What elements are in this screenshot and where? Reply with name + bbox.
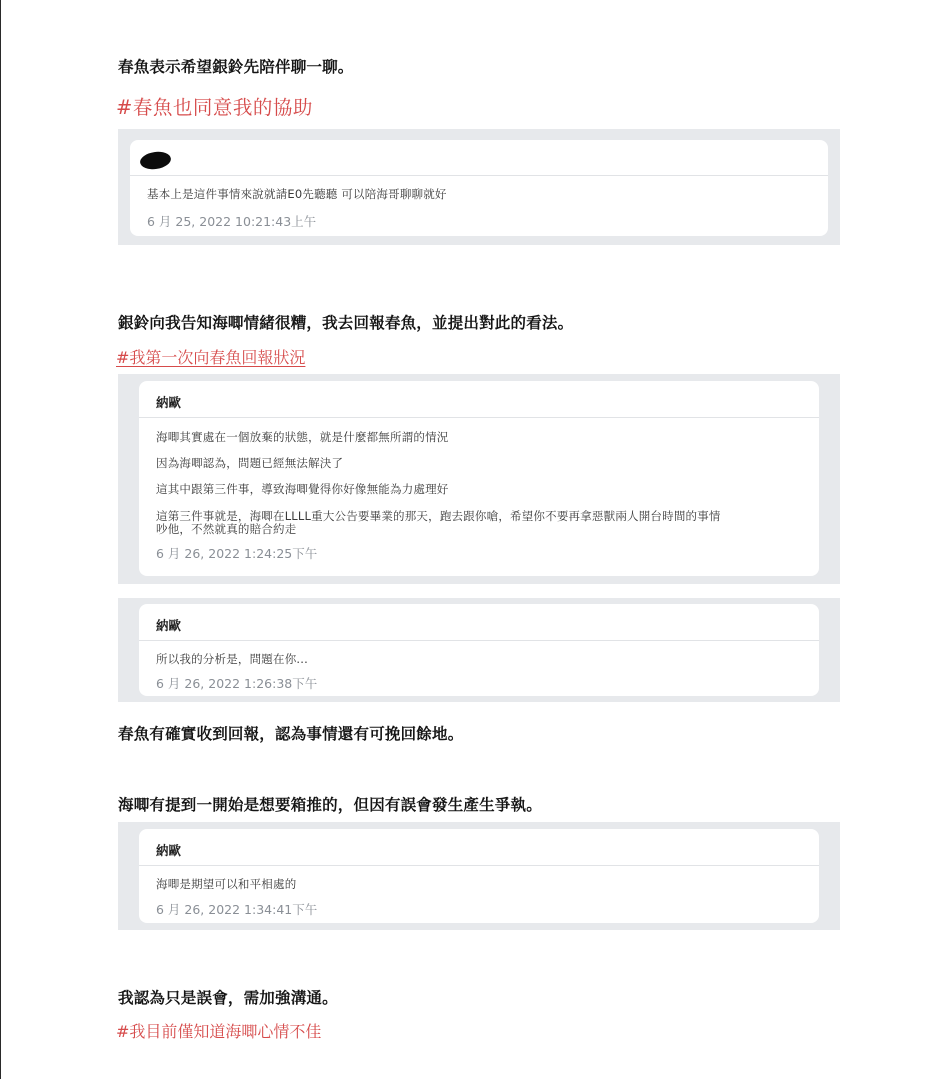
statement-4: 海唧有提到一開始是想要箱推的，但因有誤會發生產生爭執。 — [118, 796, 542, 814]
message-timestamp: 6 月 26, 2022 1:26:38下午 — [156, 676, 318, 691]
message-line: 基本上是這件事情來說就請E0先聽聽 可以陪海哥聊聊就好 — [147, 187, 447, 201]
screenshot-panel-2 — [118, 374, 840, 584]
message-line: 海唧其實處在一個放棄的狀態，就是什麼都無所謂的情況 — [156, 430, 449, 444]
message-header — [139, 829, 819, 866]
message-card-1 — [130, 140, 828, 236]
screenshot-panel-3 — [118, 598, 840, 702]
message-timestamp: 6 月 26, 2022 1:24:25下午 — [156, 546, 318, 561]
screenshot-panel-1 — [118, 129, 840, 245]
message-card-3 — [139, 604, 819, 696]
message-author: 納歐 — [156, 843, 182, 858]
message-line: 所以我的分析是，問題在你... — [156, 652, 308, 666]
message-header — [139, 604, 819, 641]
redacted-avatar-icon — [139, 150, 172, 171]
message-line: 這第三件事就是，海唧在LLLL重大公告要畢業的那天，跑去跟你嗆，希望你不要再拿惡獸兩人開台時間的事情 — [156, 509, 721, 523]
message-card-4 — [139, 829, 819, 923]
message-line: 這其中跟第三件事，導致海唧覺得你好像無能為力處理好 — [156, 482, 449, 496]
page-left-border — [0, 0, 1, 1079]
statement-5: 我認為只是誤會，需加強溝通。 — [118, 989, 338, 1007]
message-author: 納歐 — [156, 618, 182, 633]
statement-1: 春魚表示希望銀鈴先陪伴聊一聊。 — [118, 58, 354, 76]
hashtag-1: #春魚也同意我的協助 — [116, 96, 313, 119]
message-timestamp: 6 月 26, 2022 1:34:41下午 — [156, 902, 318, 917]
message-author: 納歐 — [156, 395, 182, 410]
message-card-2 — [139, 381, 819, 576]
statement-2: 銀鈴向我告知海唧情緒很糟，我去回報春魚，並提出對此的看法。 — [118, 314, 574, 332]
message-timestamp: 6 月 25, 2022 10:21:43上午 — [147, 214, 317, 229]
statement-3: 春魚有確實收到回報，認為事情還有可挽回餘地。 — [118, 725, 464, 743]
hashtag-3: #我目前僅知道海唧心情不佳 — [116, 1022, 322, 1041]
hashtag-2: #我第一次向春魚回報狀況 — [116, 348, 306, 367]
screenshot-panel-4 — [118, 822, 840, 930]
message-line: 吵他，不然就真的賠合約走 — [156, 522, 297, 536]
message-line: 因為海唧認為，問題已經無法解決了 — [156, 456, 344, 470]
message-line: 海唧是期望可以和平相處的 — [156, 877, 297, 891]
message-header — [139, 381, 819, 418]
message-header — [130, 140, 828, 176]
